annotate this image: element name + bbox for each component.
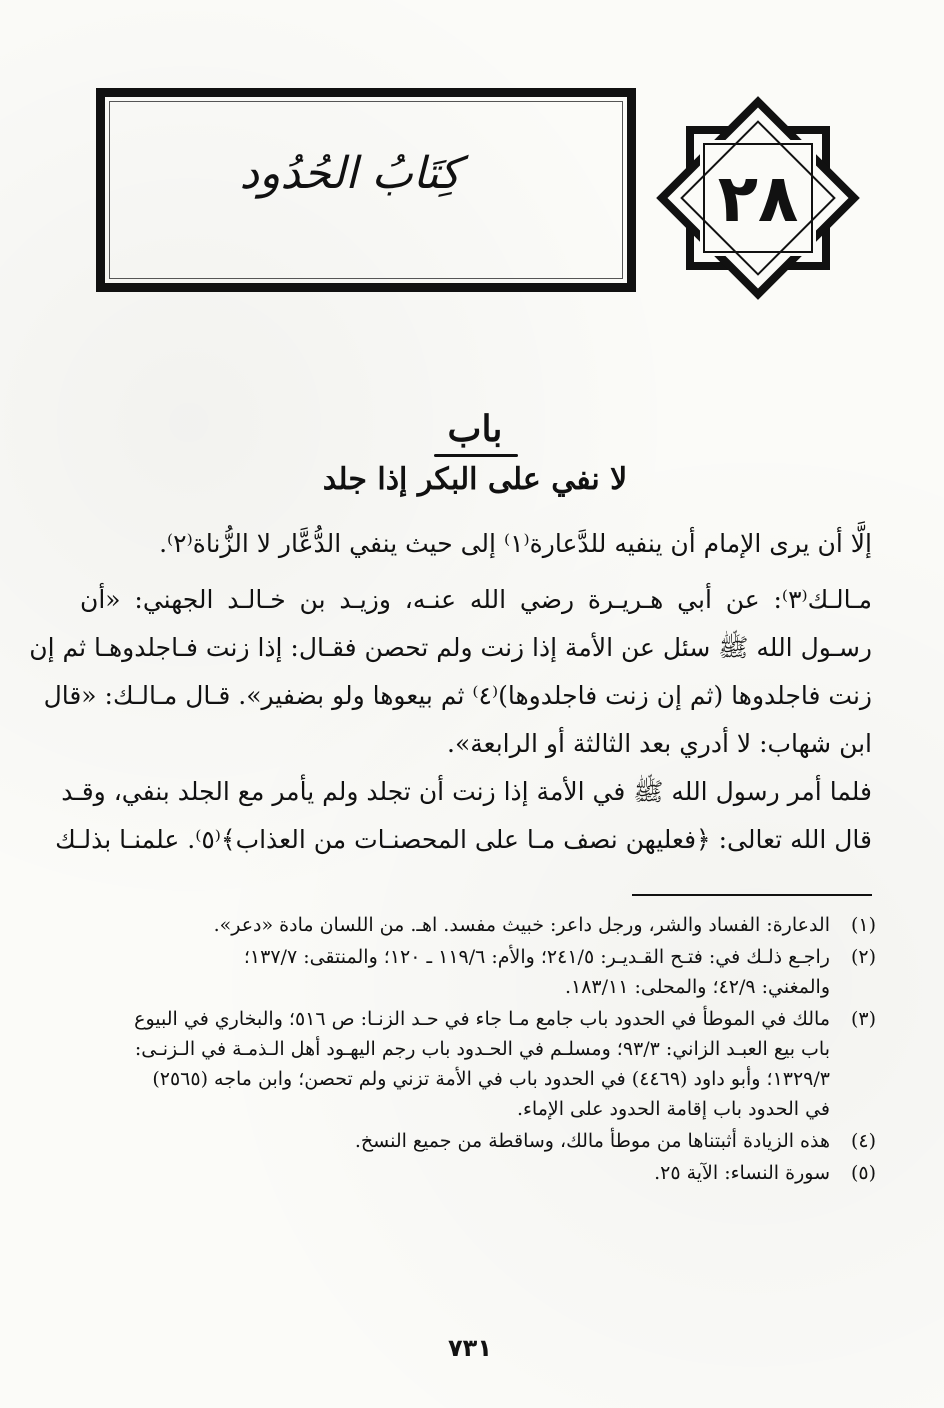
footnote-line: راجـع ذلـك في: فتـح القـديـر: ٢٤١/٥؛ والأم: ١١٩/٦ ـ ١٢٠؛ والمنتقى: ١٣٧/٧؛ bbox=[243, 946, 830, 968]
hadith-paragraph bbox=[29, 576, 872, 768]
footnote-line: الدعارة: الفساد والشر، ورجل داعر: خبيث مفسد. اهـ. من اللسان مادة «دعر». bbox=[213, 914, 830, 936]
bab-underline bbox=[434, 454, 518, 457]
page-number: ٧٣١ bbox=[448, 1334, 492, 1362]
footnote-line: مالك في الموطأ في الحدود باب جامع مـا جاء في حـد الزنـا: ص ٥١٦؛ والبخاري في البيوع bbox=[134, 1008, 830, 1030]
footnotes bbox=[80, 910, 876, 1190]
text-line: قال الله تعالى: ﴿فعليهن نصف مـا على المحصنـات من العذاب﴾⁽٥⁾. علمنـا بذلـك bbox=[55, 825, 872, 854]
footnote-text bbox=[80, 1126, 830, 1156]
chapter-star-badge bbox=[656, 96, 860, 300]
chapter-number: ٢٨ bbox=[717, 159, 799, 237]
text-line: ابن شهاب: لا أدري بعد الثالثة أو الرابعة». bbox=[447, 729, 872, 758]
footnote-number: (٣) bbox=[850, 1008, 876, 1030]
footnote-text bbox=[80, 910, 830, 940]
text-line: مـالـك⁽٣⁾: عن أبي هـريـرة رضي الله عنـه، وزيـد بن خـالـد الجهني: «أن bbox=[80, 585, 872, 614]
comment-paragraph bbox=[55, 768, 872, 864]
footnote-number: (١) bbox=[850, 914, 876, 936]
footnote-1 bbox=[80, 910, 876, 940]
footnote-number: (٤) bbox=[850, 1130, 876, 1152]
footnote-4 bbox=[80, 1126, 876, 1156]
footnote-number: (٢) bbox=[850, 946, 876, 968]
intro-paragraph bbox=[120, 520, 872, 568]
bab-label: باب bbox=[447, 408, 503, 450]
book-title: كِتَابُ الحُدُود bbox=[239, 148, 461, 199]
footnote-line: ١٣٢٩/٣؛ وأبو داود (٤٤٦٩) في الحدود باب في الأمة تزني ولم تحصن؛ وابن ماجه (٢٥٦٥) bbox=[152, 1068, 830, 1090]
footnote-5 bbox=[80, 1158, 876, 1188]
text-line: زنت فاجلدوها (ثم إن زنت فاجلدوها)⁽٤⁾ ثم بيعوها ولو بضفير». قـال مـالـك: «قال bbox=[43, 681, 872, 710]
footnote-text bbox=[80, 942, 830, 1002]
footnote-text bbox=[80, 1158, 830, 1188]
footnote-line: باب بيع العبـد الزاني: ٩٣/٣؛ ومسلـم في الحـدود باب رجم اليهـود أهل الـذمـة في الـزنـى: bbox=[134, 1038, 830, 1060]
footnote-3 bbox=[80, 1004, 876, 1124]
text-line: رسـول الله ﷺ سئل عن الأمة إذا زنت ولم تحصن فقـال: إذا زنت فـاجلدوهـا ثم إن bbox=[29, 633, 872, 662]
footnote-line: هذه الزيادة أثبتناها من موطأ مالك، وساقطة من جميع النسخ. bbox=[354, 1130, 830, 1152]
footnote-separator bbox=[632, 894, 872, 896]
footnote-line: في الحدود باب إقامة الحدود على الإماء. bbox=[516, 1098, 830, 1120]
text-line: إلَّا أن يرى الإمام أن ينفيه للدَّعارة⁽١⁾ إلى حيث ينفي الدُّعَّار لا الزُّناة⁽٢⁾. bbox=[159, 529, 872, 558]
text-line: فلما أمر رسول الله ﷺ في الأمة إذا زنت أن تجلد ولم يأمر مع الجلد بنفي، وقـد bbox=[61, 777, 872, 806]
footnote-line: سورة النساء: الآية ٢٥. bbox=[654, 1162, 830, 1184]
footnote-line: والمغني: ٤٢/٩؛ والمحلى: ١٨٣/١١. bbox=[564, 976, 830, 998]
chapter-heading: لا نفي على البكر إذا جلد bbox=[322, 462, 628, 497]
footnote-number: (٥) bbox=[850, 1162, 876, 1184]
footnote-2 bbox=[80, 942, 876, 1002]
footnote-text bbox=[80, 1004, 830, 1124]
